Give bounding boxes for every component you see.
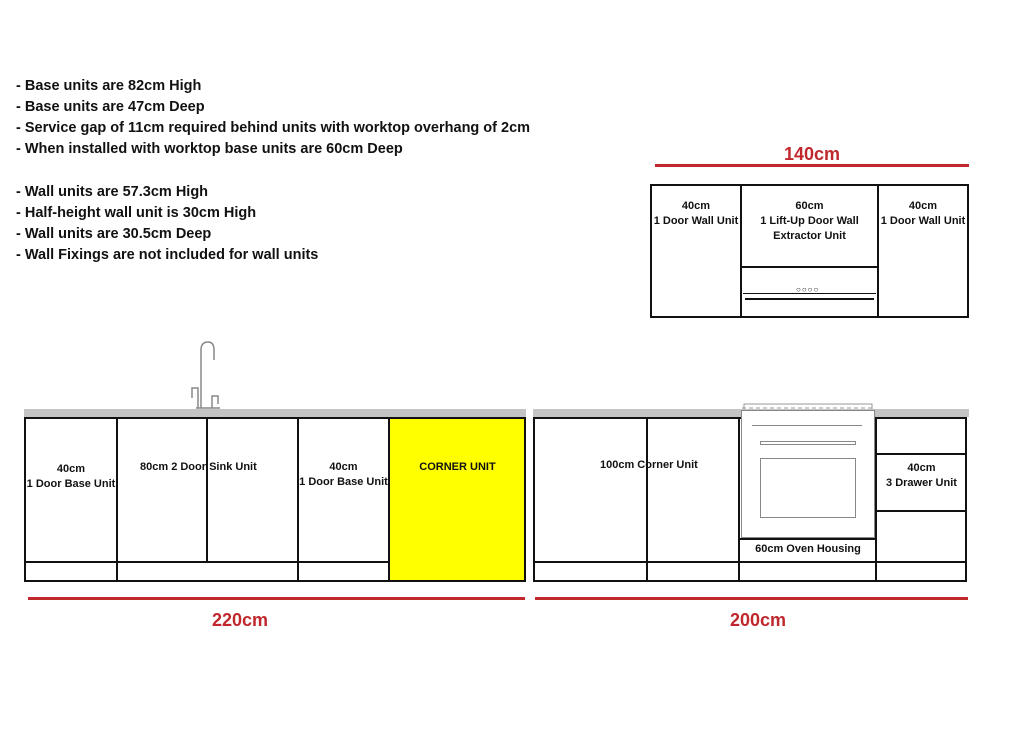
- divider: [738, 417, 740, 582]
- left-base-unit-2-label: 40cm 1 Door Base Unit: [299, 461, 388, 488]
- oven-housing-label: 60cm Oven Housing: [755, 543, 861, 555]
- spec-line: - Wall units are 30.5cm Deep: [16, 226, 212, 242]
- left-base-unit-1-label: 40cm 1 Door Base Unit: [26, 463, 116, 490]
- spec-line: - Wall Fixings are not included for wall units: [16, 247, 319, 263]
- divider: [875, 417, 877, 582]
- spec-line: - Half-height wall unit is 30cm High: [16, 205, 257, 221]
- left-base-run: [24, 417, 526, 582]
- left-worktop: [24, 409, 526, 417]
- drawer-line: [876, 510, 967, 512]
- corner-unit-label: CORNER UNIT: [419, 461, 496, 473]
- right-run-dimension-label: 200cm: [729, 610, 787, 630]
- extractor-unit-label: 60cm 1 Lift-Up Door Wall Extractor Unit: [760, 200, 859, 242]
- spec-line: - Wall units are 57.3cm High: [16, 184, 209, 200]
- divider: [297, 417, 299, 582]
- extractor-hood-edge: [745, 298, 874, 300]
- left-run-dimension-label: 220cm: [211, 610, 269, 630]
- corner-unit-right-label: 100cm Corner Unit: [600, 459, 698, 471]
- plinth-line: [740, 561, 876, 563]
- right-run-dimension-line: [535, 597, 968, 600]
- divider: [116, 417, 118, 582]
- oven-control-panel: [752, 425, 862, 426]
- oven-housing-base-line: [740, 538, 876, 540]
- left-run-dimension-line: [28, 597, 525, 600]
- wall-run-dimension-line: [655, 164, 969, 167]
- plinth-line: [24, 561, 389, 563]
- spec-line: - Base units are 82cm High: [16, 78, 202, 94]
- wall-unit-left-label: 40cm 1 Door Wall Unit: [653, 200, 739, 227]
- wall-run-dimension-label: 140cm: [783, 144, 841, 164]
- oven-handle: [760, 441, 856, 445]
- spec-line: - When installed with worktop base units are 60cm Deep: [16, 141, 403, 157]
- oven-window: [760, 458, 856, 518]
- spec-line: - Base units are 47cm Deep: [16, 99, 205, 115]
- divider: [646, 417, 648, 582]
- wall-unit-right-label: 40cm 1 Door Wall Unit: [880, 200, 966, 227]
- drawer-unit-label: 40cm 3 Drawer Unit: [886, 462, 957, 489]
- drawer-line: [876, 453, 967, 455]
- divider: [206, 417, 208, 562]
- extractor-controls-icon: ○○○○: [796, 285, 820, 294]
- plinth-line: [533, 561, 739, 563]
- base-unit-specs: [16, 76, 530, 160]
- sink-unit-label: 80cm 2 Door Sink Unit: [140, 461, 257, 473]
- plinth-line: [876, 561, 967, 563]
- spec-line: - Service gap of 11cm required behind units with worktop overhang of 2cm: [16, 120, 531, 136]
- wall-unit-specs: [16, 182, 318, 266]
- divider: [388, 417, 390, 582]
- tap-icon: [192, 342, 220, 408]
